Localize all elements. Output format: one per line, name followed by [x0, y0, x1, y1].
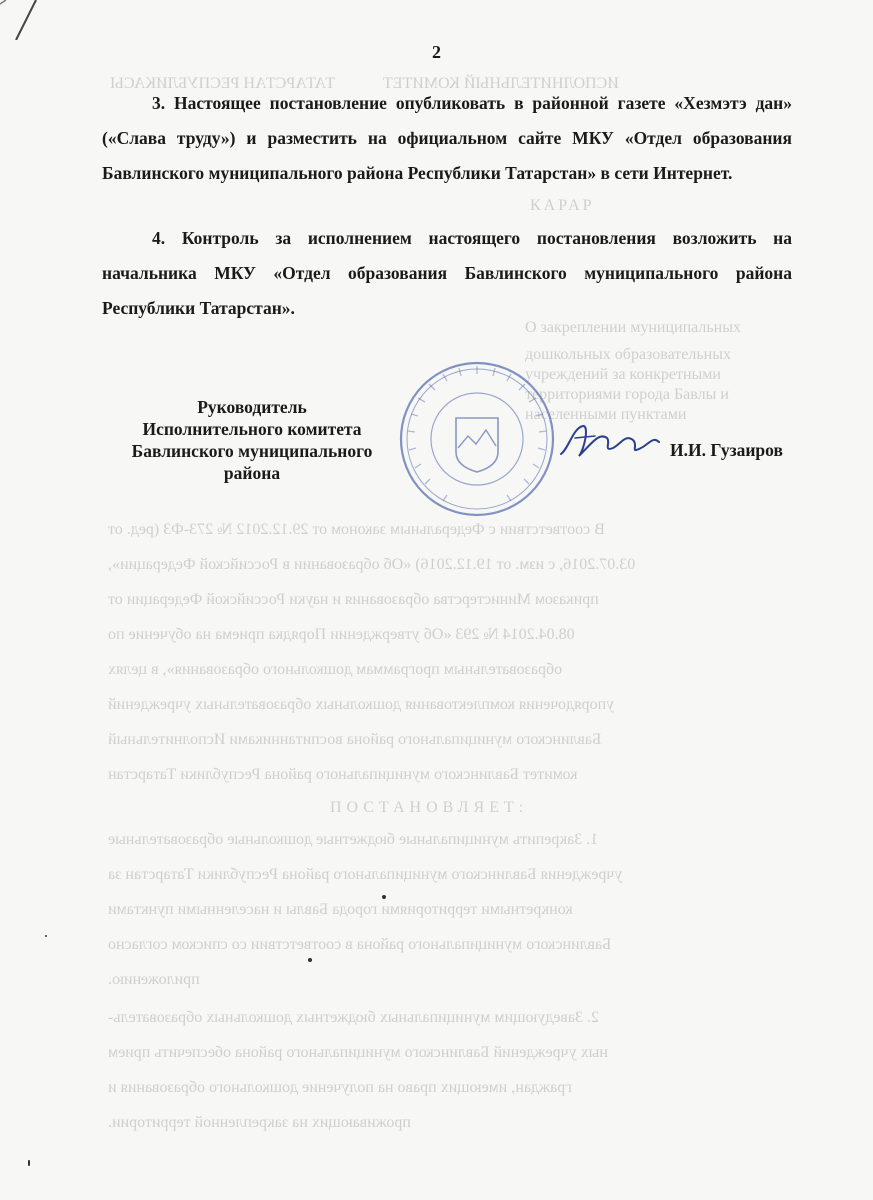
- official-seal-stamp: [398, 360, 556, 518]
- signatory-title-block: [102, 396, 402, 484]
- handwritten-signature: [555, 418, 665, 464]
- scan-speck: [308, 958, 312, 962]
- scan-speck: [28, 1160, 30, 1166]
- paragraph-4-control: 4. Контроль за исполнением настоящего постановления возложить на начальника МКУ «Отдел образования Бавлинского муниципального района Республики Татарстан».: [102, 228, 792, 318]
- scan-speck: [45, 935, 47, 937]
- scan-speck: [382, 895, 386, 899]
- document-page: ИСПОЛНИТЕЛЬНЫЙ КОМИТЕТ ТАТАРСТАН РЕСПУБЛИКАСЫ КАРАР О закреплении муниципальных дошкольных образовательных учреждений за конкретными территориями города Бавлы и населенными пунктами В соответствии с Федеральным законом от 29.12.2012 № 273-ФЗ (ред. от 03.07.2016, с изм. от 19.12.2016) «Об образовании в Российской Федерации», приказом Министерства образования и науки Российской Федерации от 08.04.2014 № 293 «Об утверждении Порядка приема на обучение по образовательным программам дошкольного образования», в целях упорядочения комплектования дошкольных образовательных учреждений Бавлинского муниципального района воспитанниками Исполнительный комитет Бавлинского муниципального района Республики Татарстан ПОСТАНОВЛЯЕТ: 1. Закрепить муниципальные бюджетные дошкольные образовательные учреждения Бавлинского муниципального района Республики Татарстан за конкретными территориями города Бавлы и населенными пунктами Бавлинского муниципального района в соответствии со списком согласно приложению. 2. Заведующим муниципальных бюджетных дошкольных образователь- ных учреждений Бавлинского муниципального района обеспечить прием граждан, имеющих право на получение дошкольного образования и проживающих на закрепленной территории. 2 3. Настоящее постановление опубликовать в районной газете «Хезмэтэ дан» («Слава труду») и разместить на официальном сайте МКУ «Отдел образования Бавлинского муниципального района Республики Татарстан» в сети Интернет. 4. Контроль за исполнением настоящего постановления возложить на начальника МКУ «Отдел образования Бавлинского муниципального района Республики Татарстан». Руководитель Исполнительного комитета Бавлинского муниципального района И.И. Гузаиров: [0, 0, 873, 1200]
- signatory-title-line-3: Бавлинского муниципального района: [131, 441, 373, 483]
- signatory-name: И.И. Гузаиров: [670, 440, 783, 460]
- signatory-title-line-1: Руководитель: [197, 397, 307, 417]
- paragraph-3-publication: 3. Настоящее постановление опубликовать в районной газете «Хезмэтэ дан» («Слава труду») и разместить на официальном сайте МКУ «Отдел образования Бавлинского муниципального района Республики Татарстан» в сети Интернет.: [102, 93, 792, 183]
- signatory-title-line-2: Исполнительного комитета: [142, 419, 362, 439]
- scan-edge-mark: [0, 0, 60, 40]
- page-number: 2: [432, 42, 441, 62]
